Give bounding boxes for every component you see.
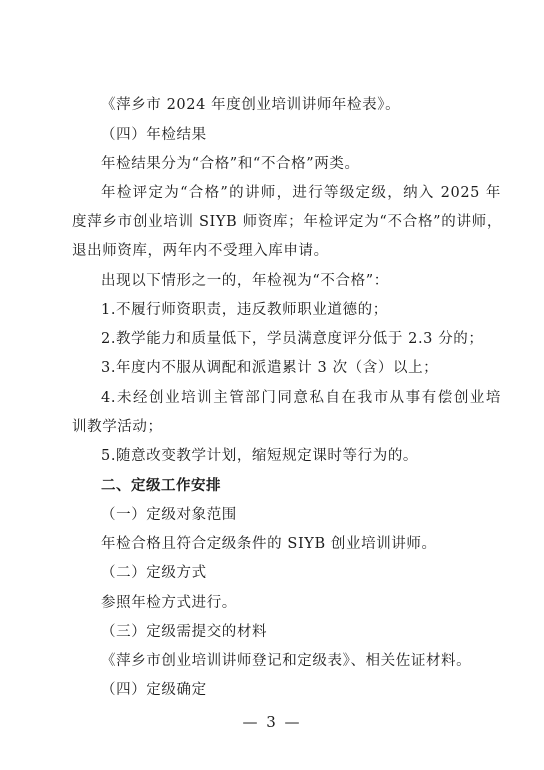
form-reference-line: 《萍乡市 2024 年度创业培训讲师年检表》。 xyxy=(101,97,401,113)
list-item-continuation: 训教学活动； xyxy=(72,419,163,435)
subheading-annual-result: （四）年检结果 xyxy=(101,127,207,143)
list-item: 4.未经创业培训主管部门同意私自在我市从事有偿创业培 xyxy=(101,390,501,406)
paragraph-line: 参照年检方式进行。 xyxy=(101,595,237,611)
paragraph-line: 年检合格且符合定级条件的 SIYB 创业培训讲师。 xyxy=(101,536,437,552)
list-item: 2.教学能力和质量低下，学员满意度评分低于 2.3 分的； xyxy=(101,331,484,347)
subheading: （四）定级确定 xyxy=(101,682,207,698)
list-item: 5.随意改变教学计划，缩短规定课时等行为的。 xyxy=(101,448,419,464)
paragraph-line: 出现以下情形之一的，年检视为“不合格”： xyxy=(101,273,389,289)
list-item: 3.年度内不服从调配和派遣累计 3 次（含）以上； xyxy=(101,360,439,376)
section-heading: 二、定级工作安排 xyxy=(101,478,221,494)
subheading: （二）定级方式 xyxy=(101,565,207,581)
paragraph-line: 年检结果分为“合格”和“不合格”两类。 xyxy=(101,156,360,172)
subheading: （一）定级对象范围 xyxy=(101,507,237,523)
page-number: — 3 — xyxy=(242,713,302,731)
paragraph-line: 年检评定为“合格”的讲师，进行等级定级，纳入 2025 年 xyxy=(101,185,501,201)
paragraph-line: 《萍乡市创业培训讲师登记和定级表》、相关佐证材料。 xyxy=(101,653,472,669)
list-item: 1.不履行师资职责，违反教师职业道德的； xyxy=(101,302,388,318)
subheading: （三）定级需提交的材料 xyxy=(101,624,268,640)
paragraph-line: 度萍乡市创业培训 SIYB 师资库；年检评定为“不合格”的讲师， xyxy=(72,214,502,230)
paragraph-line: 退出师资库，两年内不受理入库申请。 xyxy=(72,243,329,259)
